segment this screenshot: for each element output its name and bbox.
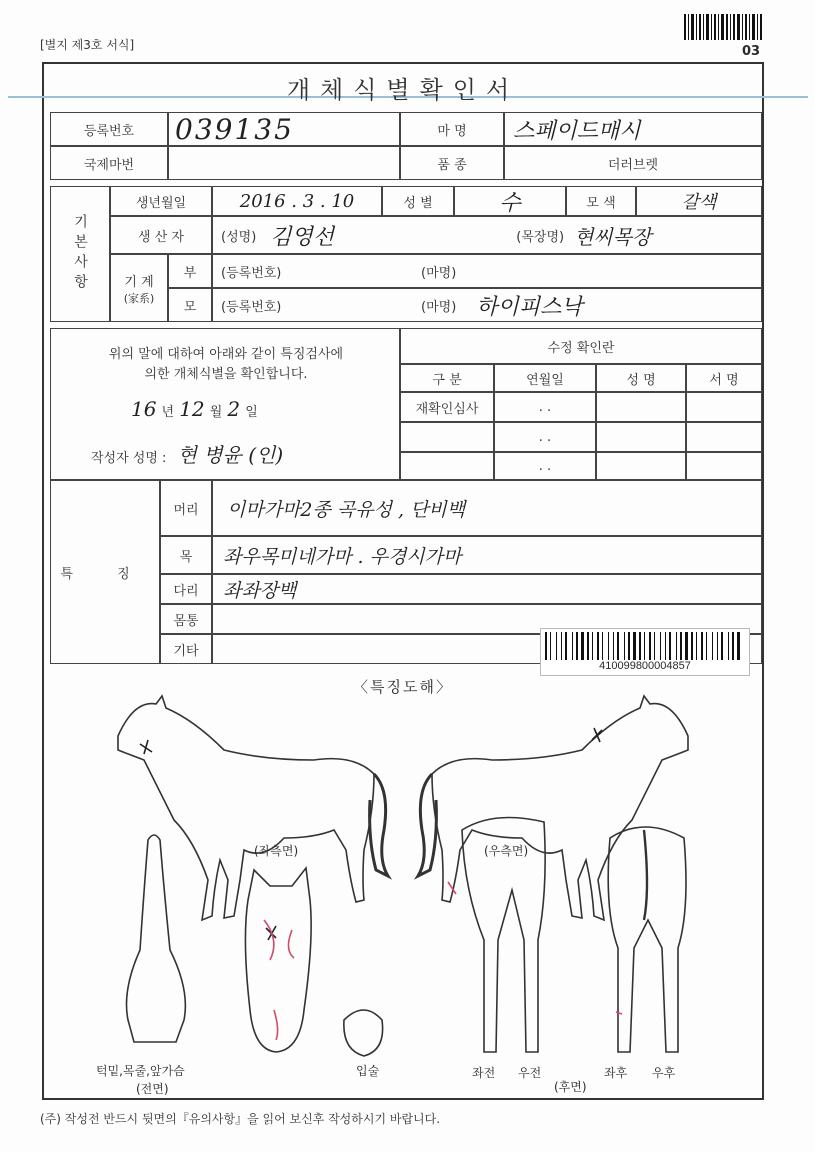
face-view	[245, 868, 311, 1052]
features-label: 특 징	[50, 480, 160, 664]
rear-caption: (후면)	[554, 1080, 587, 1094]
coat-value: 갈색	[681, 192, 717, 213]
sire-reg-label: (등록번호)	[221, 265, 282, 281]
footnote: (주) 작성전 반드시 뒷면의『유의사항』을 읽어 보신후 작성하시기 바랍니다.	[40, 1112, 441, 1126]
date-month-suffix: 월	[209, 405, 223, 420]
dam-name-label: (마명)	[421, 299, 457, 315]
breeder-label: 생 산 자	[110, 216, 212, 254]
horse-name-value: 스페이드매시	[513, 118, 641, 144]
leg-rr-caption: 우후	[652, 1066, 676, 1080]
birth-cell	[212, 186, 382, 216]
revision-row3-type	[400, 452, 494, 480]
revision-row1-type: 재확인심사	[400, 392, 494, 422]
leg-fl-caption: 좌전	[472, 1066, 496, 1080]
revision-row2-date: . .	[494, 422, 596, 452]
page-number: 03	[742, 44, 761, 59]
dam-name-value: 하이피스낙	[476, 294, 583, 320]
registration-cell	[168, 112, 400, 146]
confirmation-box	[50, 328, 400, 480]
lineage-label	[110, 254, 168, 322]
horse-name-cell	[504, 112, 762, 146]
coat-label: 모 색	[566, 186, 636, 216]
muzzle-view	[344, 1010, 383, 1056]
body-label: 몸통	[160, 604, 212, 634]
form-code: [별지 제3호 서식]	[40, 38, 135, 52]
lineage-hanja: (家系)	[123, 291, 155, 305]
revision-col-name: 성 명	[596, 364, 686, 392]
revision-row2-type	[400, 422, 494, 452]
intl-number-label: 국제마번	[50, 146, 168, 180]
other-label: 기타	[160, 634, 212, 664]
muzzle-caption: 입술	[356, 1064, 380, 1078]
revision-title: 수정 확인란	[400, 328, 762, 364]
intl-number-value	[168, 146, 400, 180]
date-year: 16	[131, 397, 157, 421]
sex-cell	[454, 186, 566, 216]
breed-label: 품 종	[400, 146, 504, 180]
sire-label: 부	[168, 254, 212, 288]
horse-name-label: 마 명	[400, 112, 504, 146]
front-caption: (전면)	[136, 1082, 169, 1096]
revision-row2-sign	[686, 422, 762, 452]
sex-value: 수	[499, 190, 521, 216]
date-day-suffix: 일	[245, 405, 258, 420]
date-year-suffix: 년	[161, 405, 175, 420]
basic-info-label	[50, 186, 110, 322]
revision-row3-name	[596, 452, 686, 480]
breeder-name-value: 김영선	[270, 224, 335, 250]
coat-cell	[636, 186, 762, 216]
writer-row	[91, 439, 283, 468]
head-label: 머리	[160, 480, 212, 536]
statement-line-1: 위의 말에 대하여 아래와 같이 특징검사에	[108, 347, 344, 362]
neck-label: 목	[160, 536, 212, 574]
barcode-sticker	[540, 628, 750, 676]
sex-label: 성 별	[382, 186, 454, 216]
rear-view	[608, 827, 686, 1052]
left-side-horse	[118, 696, 388, 920]
barcode-bars	[545, 632, 745, 660]
revision-row1-date: . .	[494, 392, 596, 422]
writer-label: 작성자 성명 :	[91, 451, 167, 466]
horse-diagram	[44, 690, 762, 1090]
birth-value: 2016 . 3 . 10	[239, 190, 355, 212]
head-cell	[212, 480, 762, 536]
document-title: 개체식별확인서	[286, 76, 520, 104]
basic-info-section-text: 기본사항	[72, 214, 88, 294]
sire-cell	[212, 254, 762, 288]
revision-row3-date: . .	[494, 452, 596, 480]
dam-label: 모	[168, 288, 212, 322]
revision-row1-sign	[686, 392, 762, 422]
barcode-number: 410099800004857	[599, 660, 691, 672]
revision-col-type: 구 분	[400, 364, 494, 392]
sire-name-label: (마명)	[421, 265, 457, 281]
neck-value: 좌우목미네가마 . 우경시가마	[223, 545, 462, 568]
breeder-name-label: (성명)	[221, 229, 257, 245]
birth-label: 생년월일	[110, 186, 212, 216]
revision-col-date: 연월일	[494, 364, 596, 392]
legs-value: 좌좌장백	[223, 579, 297, 602]
legs-cell	[212, 574, 762, 604]
dam-reg-label: (등록번호)	[221, 299, 282, 315]
revision-row1-name	[596, 392, 686, 422]
date-month: 12	[179, 397, 205, 421]
neck-cell	[212, 536, 762, 574]
lineage-text: 기 계	[124, 274, 154, 290]
writer-value: 현 병윤 (인)	[177, 443, 284, 467]
farm-label: (목장명)	[516, 229, 565, 245]
legs-label: 다리	[160, 574, 212, 604]
leg-fr-caption: 우전	[518, 1066, 542, 1080]
revision-col-sign: 서 명	[686, 364, 762, 392]
confirmation-date	[131, 397, 258, 421]
farm-value: 현씨목장	[574, 224, 652, 249]
top-barcode	[684, 14, 762, 40]
front-neck-view	[127, 835, 186, 1042]
breeder-cell	[212, 216, 762, 254]
date-day: 2	[227, 397, 241, 421]
right-side-caption: (우측면)	[484, 844, 529, 858]
revision-row3-sign	[686, 452, 762, 480]
breed-value: 더러브렛	[504, 146, 762, 180]
leg-rl-caption: 좌후	[604, 1066, 628, 1080]
statement-line-2: 의한 개체식별을 확인합니다.	[144, 367, 308, 382]
left-side-caption: (좌측면)	[254, 844, 299, 858]
registration-value: 039135	[175, 112, 294, 146]
registration-label: 등록번호	[50, 112, 168, 146]
diagram-title: 〈특징도해〉	[353, 678, 453, 696]
head-value: 이마가마2종 곡유성 , 단비백	[227, 498, 466, 521]
revision-row2-name	[596, 422, 686, 452]
dam-cell	[212, 288, 762, 322]
front-parts-caption: 턱밑,목줄,앞가슴	[96, 1064, 185, 1078]
